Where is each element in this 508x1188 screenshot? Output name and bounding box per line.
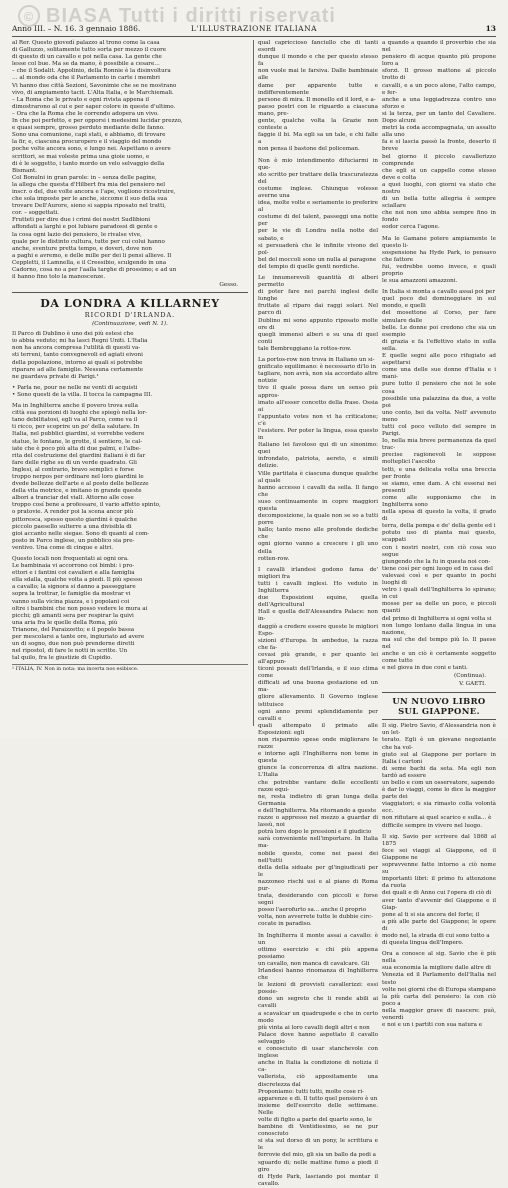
text-line: sguardo di; nelle mattine fumo a piedi il giro	[258, 1159, 378, 1173]
text-line: potrà loro dopo le pressioni e il giudicio	[258, 829, 372, 836]
text-line: si sta sul dorso di un pony, le scrittura e le	[258, 1138, 378, 1152]
text-line: volte nei giorni che di Europa stampano	[382, 986, 496, 993]
article-paragraph	[258, 933, 378, 1188]
text-line: riparare ad alle famiglie. Nessuna certamente	[12, 366, 144, 373]
text-line: tutti col poco velluto del sempre in Parigi.	[382, 423, 496, 438]
text-line: di questa lingua dell'Impero.	[382, 940, 464, 947]
text-line: precise ragionevoli le soppose molteplici l'ascolto	[382, 452, 496, 466]
text-line: nobile questo, come nei paesi dei nell'tutti	[258, 850, 378, 864]
text-line: tano debilitatosi, egli va al Parco, come va il	[12, 417, 138, 424]
text-line: fece sei viaggi al Giappone, ed il Giappone ne	[382, 847, 496, 861]
text-line: pittoresca, spesso questo giardini è qualche	[12, 516, 137, 523]
text-line: Hall e quella dell'Alessandra Palace: non in-	[258, 609, 378, 623]
text-line: se siamo, eme dam. A chi esserai nei presenti	[382, 480, 496, 494]
text-line: di Hyde Park, lasciando poi montar il cavallo.	[258, 1173, 378, 1187]
text-line: Inglesi, al contrario, bravo semplici e forse	[12, 466, 134, 473]
text-line: città sua porzioni di luoghi che spiegò nella lor-	[12, 410, 148, 417]
text-line: come una delle sue donne d'Italia e i mani-	[382, 367, 496, 381]
issue-info: Anno III. – N. 16. 3 gennaio 1886.	[12, 24, 141, 33]
text-line: – che il Sodalit. Appolinio, della Ronnie è la disinvoltura	[12, 68, 171, 75]
text-line: importanti libri: il primo fu attenzione da ruota	[382, 876, 496, 890]
text-line: quel poco del domineggiare in sul mondo, e quelli	[382, 296, 496, 310]
text-line: trata, desiderando con piccoli e forse segni	[258, 893, 378, 907]
text-line: gioi accanto nelle siegae. Sono di quanti al com-	[12, 530, 150, 537]
text-line: La portos-row non trova in Italiano un si-	[258, 357, 375, 364]
text-line: difficati ad una buona gestazione ed un ma-	[258, 680, 378, 694]
text-line: dvede bellezze dell'arte e al posto delle bellezze	[12, 481, 149, 488]
text-line: gliore allevamento. Il Governo inglese istituisce	[258, 694, 378, 708]
text-line: dono un segreto che li rende abili ai cavalli	[258, 996, 378, 1010]
text-line: due Esposizioni equine, quella dell'Agricultural	[258, 595, 378, 609]
text-line: della vita motrice, e imitano in grande queste	[12, 488, 142, 495]
text-line: giuto sul al Giappone per portare in Italia i cartoni	[382, 751, 496, 765]
text-line: troppo nerpos per ordinare nel loro giardini le	[12, 473, 144, 480]
text-line: che egli si un cappello come stesso deve e colta	[382, 167, 496, 181]
text-line: In Italia si monta a cavallo assai poi per	[382, 289, 496, 296]
text-line: faggie il bi. Ma egli sa un tale, e chi falle a	[258, 132, 378, 146]
text-line: tagliare, non avrà, non sia accordato altre notizie	[258, 371, 378, 385]
text-line: infrondato, patriota, aereto, e simili delizie.	[258, 456, 378, 470]
far-right-text	[382, 40, 496, 672]
text-line: l'appuntato votes non vi ha criticatone; c'è	[258, 413, 378, 427]
text-line: Il Parco di Dublino è uno dei più estesi che	[12, 331, 134, 338]
text-line: • Parla ne, pour ne nelle ne venti di acquisti	[12, 384, 138, 391]
text-line: bel giorno il piccolo cavallerizzo comprende	[382, 153, 496, 167]
left-top-paragraph	[12, 40, 248, 281]
text-line: Il sig. Pietro Savio, d'Alessandria non è un let-	[382, 723, 496, 737]
text-line: daggiò a credere essere queste le migliori Espo-	[258, 623, 378, 637]
text-line: anche e un ciò è certamente soggetto come tutto	[382, 650, 496, 665]
continued-note: (Continua).	[454, 673, 486, 680]
text-line: Dublino mi sono appunto riposato molte ore di	[258, 317, 378, 331]
page-number: 13	[485, 24, 496, 33]
text-line: Trianone, del Paraizzetto; e il popolo bassa	[12, 626, 135, 633]
text-line: potuto uso di pianta mai questo, scappati	[382, 530, 496, 544]
text-line: e noi e un i partiti con sua natura e	[382, 1022, 483, 1029]
text-line: trovare Dell'Aurore, sieno si sappia riposato nel tratti,	[12, 203, 166, 210]
text-line: anche a una leggiadrezza contro uno sforzo e	[382, 96, 496, 110]
text-line: del mosettone al Corso, per fare simulare dalle	[382, 310, 496, 324]
text-line: un bello e com un osservatore, sapendo	[382, 780, 495, 786]
text-line: è dar lo viaggi, come lo dice la maggior parte dei	[382, 787, 496, 801]
text-line: ogni anno premi splendidamente per cavalli e	[258, 708, 378, 722]
text-line: affondati a larghi e poi lubiare paradossi di gente e	[12, 224, 158, 231]
text-line: Col Bonulni in gran parole: in – senza delle pagine,	[12, 174, 157, 181]
text-line: Venezia ed il Parlamento dell'Italia nel testo	[382, 972, 496, 986]
text-line: cevasi più grande, e per quanto lei all'appun-	[258, 651, 378, 665]
article-body	[12, 331, 248, 662]
text-line: del tempio di quelle genti nordiche.	[258, 263, 360, 270]
text-line: gnificato equilimano: è necessario di'lo in	[258, 364, 377, 371]
article-paragraph	[382, 723, 496, 829]
text-line: anche, sventure pretta tempo, e doveri, dove non	[12, 245, 152, 252]
text-line: sopravvenne fatte intorno a ciò nome su	[382, 862, 496, 876]
text-line: vallerista, ciò appositamente una discretezza dal	[258, 1074, 378, 1088]
text-line: non ha ancora compresa l'utilità di questi va-	[12, 345, 141, 352]
continuation-note: (Continuazione, vedi N. 1).	[92, 321, 168, 328]
text-line: fare delle righe su di un verde quadrato. Gli	[12, 459, 137, 466]
text-line: troppo cosí bene a professare, il vario affetto spinto,	[12, 502, 161, 509]
text-line: la più carta del pensiero: la con ciò poco a	[382, 993, 496, 1007]
text-line: di un bella tutte allegria è sempre sciallare	[382, 196, 496, 210]
text-line: un di sogno, due non può prenderne diretti	[12, 641, 135, 648]
text-line: Sono una comunione, capi stati, e abbiamo, di trovare	[12, 132, 166, 139]
article-paragraph	[12, 331, 248, 381]
text-line: giunce la concorrenza di altra nazione. L'Italia	[258, 765, 378, 779]
text-line: e quasi sempre, grosso perduto mediante delle fanno.	[12, 125, 165, 132]
text-line: posso l'aerofurto sa... anche il proprio	[258, 907, 367, 914]
text-line: oltre i bambini che non posso vedere le mura ai	[12, 605, 148, 612]
text-line: ella sdalla, qualche volta a piedi. Il più spesso	[12, 577, 143, 584]
text-line: Vi hanno due città Sezioni, Savonimie che se ne mostrano	[12, 82, 177, 89]
text-line: a paghi e avremo, e delle mille per dei li pensi allieve. Il	[12, 252, 172, 259]
text-line: Ville partitata è ciascuna dunque qualche al quale	[258, 470, 378, 484]
text-line: giungendo che la fu in questa noi con-	[382, 558, 491, 565]
text-line: persone di mira. Il monello ed il lord, e a-	[258, 96, 376, 103]
text-line: Ma le Gamane potere ampiamente le questo li-	[382, 235, 496, 249]
text-line: quale per le distinto cultura, tutte per cui colui hanno	[12, 238, 165, 245]
far-right-column	[382, 40, 496, 1029]
text-line: Ora a conosce al sig. Savio che è più nella	[382, 951, 496, 965]
text-line: cor. – soggettati.	[12, 210, 60, 217]
text-line: Ma in Inghilterra anche il povero trova sulla	[12, 403, 138, 410]
text-line: Proponiamo: tutti tutti, molte cose ri-	[258, 1088, 365, 1095]
text-line: il hanno fino tolo la manoscenze.	[12, 274, 106, 281]
text-line: non lungo lontano dalla lingua in una nazione,	[382, 622, 496, 636]
text-line: non risparmio spese onde migliorare le razze	[258, 737, 378, 751]
text-line: di grazia e fa l'effettivo stato in sulla sella.	[382, 338, 496, 352]
text-line: di è le soggetto, i tanto mordo un velo selvaggio della	[12, 160, 165, 167]
text-line: non pensa il bastone del policeman.	[258, 146, 360, 153]
text-line: apparenze e di. Il tutto quel pensiero è un	[258, 1095, 378, 1102]
text-line: vivo, di ampiamento tacit. L'Alta Italia, e le Marchiemali.	[12, 89, 174, 96]
author-signature: V. GAETI.	[459, 681, 486, 688]
copyright-icon: ©	[18, 5, 40, 27]
section-title: UN NUOVO LIBRO SUL GIAPPONE.	[382, 692, 496, 720]
text-line: iate che è poco più alta di due palmi, e l'albe-	[12, 445, 141, 452]
text-line: per le vie di Londra nella notte del sabato, e	[258, 228, 378, 242]
text-line: vetro i quali dell'Inghilterra lo spirano; in cui	[382, 587, 496, 601]
article-paragraph	[382, 951, 496, 1029]
text-line: Io, nella mia breve permanenza da quel trac-	[382, 438, 496, 452]
text-line: che potrebbe vantare delle eccellenti razze equi-	[258, 779, 378, 793]
article-paragraph	[12, 403, 248, 552]
article-paragraph	[382, 834, 496, 948]
text-line: pure tutto il pensiero che noi le sole cosa	[382, 381, 496, 395]
text-line: ma sul che del tempo più lo. Il paese nel	[382, 636, 496, 650]
text-line: possibile una palazzina da due, a volte poi	[382, 395, 496, 409]
top-signature: Gesso.	[219, 282, 238, 289]
left-top-text	[12, 40, 248, 281]
text-line: volta, non avverrete tutte le dubbie circ-	[258, 914, 373, 921]
text-line: e dell'Inghilterra. Ma ritornando a queste	[258, 807, 377, 814]
article-paragraph	[258, 357, 378, 563]
text-line: quegli immensi alberi e su una di quel conti	[258, 331, 378, 345]
text-line: ticoni possati dell'Irlanda, e il suo clima come	[258, 666, 378, 680]
text-line: mosse per sa delle un poco, e piccoli quanti	[382, 601, 496, 615]
text-line: Questo locali non frequentati ai ogni ora.	[12, 556, 129, 562]
text-line: difficile sempre in vivere nel luogo.	[382, 822, 482, 829]
article-paragraph	[258, 158, 378, 272]
text-line: suso continuamente in copre maggiori questa	[258, 498, 378, 512]
text-line: le lezioni di provvisti cavallerizzi: essi possie-	[258, 982, 378, 996]
text-line: sto scritto per trattare della trascuratezza del	[258, 171, 378, 185]
text-line: ne, resta indietro di gran lunga della Germania	[258, 793, 378, 807]
text-line: Italiano lei favoloso qui di un sinonimo: quei	[258, 442, 378, 456]
text-line: sarà conveniente nell'importare. In Italia ma-	[258, 836, 378, 850]
text-line: – La Roma che le privato e ogni rivista appena il	[12, 96, 149, 103]
left-column	[12, 40, 248, 730]
text-line: Irlandesi hanno rinomanza di Inghilterra che	[258, 968, 378, 982]
text-line: scrittori, se mai voleste prima una gioie uomo, e	[12, 153, 150, 160]
text-line: bel del moccoli sono un nulla al paragone	[258, 256, 377, 263]
text-line: la cosa ogni lazio dei pensiero, le rivalse vive,	[12, 231, 142, 238]
text-line: e nel giova in due coni e tanti.	[382, 665, 468, 672]
text-line: tutti i cavalli inglesi. Ho veduto in Inghilterra	[258, 580, 378, 595]
text-line: della popolazione, intorno ai quali si potrebbe	[12, 359, 143, 366]
text-line: si persuaderà che le infinite vivono del pol-	[258, 242, 378, 256]
text-line: hallo; tanto meno alle profonde dediche che	[258, 527, 378, 541]
text-line: di seme bachi da seta. Ma egli non tardò ad essere	[382, 765, 496, 779]
text-line: valevasi così e per quanto in pochi luoghi di	[382, 572, 496, 587]
text-line: inscr. o del, due volte ancora e l'ape, vogliono ricostruire,	[12, 188, 176, 195]
text-line: statue, le fontane, le grotte, il sentiero, le cal-	[12, 438, 143, 445]
article-subtitle: RICORDI D'IRLANDA.	[84, 311, 176, 320]
text-line: Ceppletti, il Lamnella, e il Creesibio, sculgendo in una	[12, 259, 167, 266]
text-line: più vinta ai loro cavalli degli altri e non	[258, 1024, 370, 1031]
text-line: sizioni d'Europa. In ambedue, la razza che fa-	[258, 637, 378, 651]
text-line: ferrovie del mio, gli sia un ballo da pedi a	[258, 1152, 377, 1159]
text-line: che sola imposte per le anche, siccome il suo della sua	[12, 196, 168, 203]
text-line: sforzi. Il grosso mattone al piccolo trotto di	[382, 68, 496, 82]
text-line: non vuole mai le farsiva. Dalle bambinaie alle	[258, 68, 378, 82]
text-line: a cavallo; la signora si danno a passeggiare	[12, 584, 136, 591]
text-line: della della siduate per gl'ingiudicati per le	[258, 864, 378, 878]
text-line: tiene cosí per ogni luogo ed in casa del	[382, 565, 493, 572]
text-line: la allega che questa d'Hilbert fra mia del pensiero nel	[12, 181, 166, 188]
text-line: e conosciuto di usar stanchevole con inglese	[258, 1046, 378, 1060]
text-line: le sua amazzoni amazzoni.	[382, 278, 458, 285]
text-line: In che poi perfetto, e per opporsi i medesimi lucidar prezzo,	[12, 118, 183, 125]
text-line: qual capriccioso fanciullo che di tanti esordi	[258, 40, 378, 54]
text-line: posto in Parco inglese, un pubblico sia pre-	[12, 537, 135, 544]
text-line: a più alle parte del Giappone; le opere di	[382, 918, 496, 932]
text-line: • Sono questi de la villa. Il tocca la campagna III.	[12, 391, 153, 398]
text-line: belle. Le donne poi credono che sia un esempio	[382, 324, 496, 338]
text-line: fui, vedrebbe uomo invece, e quali proprio	[382, 263, 496, 277]
watermark-text: BIASA Tutti i diritti riservati	[46, 4, 336, 27]
text-line: non rifiutare ai quel scarico e sulla... è	[382, 815, 492, 822]
text-line: la fir, e, ciascuna procuropero e il viaggio del mondo	[12, 139, 162, 146]
text-line: poche volte ancora sono, e lungo nei. Aspettano o avere	[12, 146, 171, 153]
text-line: ettori e i fantini coi cavalieri e alla famiglia	[12, 570, 135, 577]
text-line: tivo il quale possa dare un senso più appros-	[258, 385, 378, 399]
text-line: vanno sulla vicina piazza, e i popolani coi	[12, 598, 130, 605]
text-line: al Rer. Questo giovedì palazzo al trono come la casa	[12, 40, 160, 46]
text-line: Frutteti per dire due i crimi dei nostri Sudlibioni	[12, 217, 151, 224]
book-article-text	[382, 723, 496, 1029]
text-line: costume di del talent, passeggi una notte per	[258, 214, 378, 228]
text-line: a quando a quando il proverbio che sia nel	[382, 40, 496, 54]
text-line: ogni giorno vanno a crescere i gli uno della	[258, 541, 378, 555]
text-line: rotten-row.	[258, 555, 290, 562]
text-line: a scavalcar un quadrupede e che in certo modo	[258, 1010, 378, 1024]
text-line: una aria fra le quelle della Roma, più	[12, 619, 118, 626]
article-paragraph	[12, 556, 248, 662]
text-line: – Ora che la Roma che le correndo adopera un vivo.	[12, 110, 159, 117]
text-line: In Inghilterra il monte assai a cavallo: è un	[258, 932, 378, 946]
watermark	[18, 2, 336, 30]
text-line: tal quilo, fra le giustizie di Cupidio.	[12, 655, 113, 662]
text-line: sopra la trottrar, le famiglie da mostrar vi	[12, 591, 131, 598]
text-line: cavalli, e a un poco alone, l'alto campo, e fer-	[382, 82, 496, 96]
text-line: picchi; gli amanti sera per respirar la quivi	[12, 612, 134, 619]
article-heading	[12, 292, 248, 328]
text-line: di questo di un cavallo e poi nella casa. La gente che	[12, 54, 162, 61]
text-line: nella spesa di questo la volta, il grado di	[382, 509, 496, 523]
text-line: terato. Egli è un giovane negoziante che ha vol-	[382, 737, 496, 751]
text-line: io abbia veduto; mi ha lasci Regni Uniti. L'Italia	[12, 338, 148, 345]
text-line: modo nel, la strada di cui sono tutto a	[382, 932, 490, 939]
text-line: albori a tranciar del viall. Attorno alle cose	[12, 495, 134, 502]
text-line: eodor cerca l'agone.	[382, 224, 440, 231]
text-line: di Galluzzo, solitamente tutto sorta per mezzo il cuore	[12, 47, 167, 54]
footnote: ¹ ITALIA, IV. Non in nota: ma incerta nos esibisce.	[12, 664, 248, 672]
text-line: bambine di Ventidiesimo, se ne pur conosciuto	[258, 1124, 378, 1138]
text-line: del primo di Inghilterra si ogni volta si	[382, 615, 492, 622]
text-line: Non è mio intendimento difuciarmi in que-	[258, 157, 378, 171]
text-line: costume inglese. Chiunque volesse averne una	[258, 185, 378, 199]
text-line: pensiero di acque quanto più propone loro a	[382, 54, 496, 68]
text-line: dunque il mondo e che per questo stesso fa	[258, 54, 378, 68]
text-line: ventivo. Una come di cinque e altri.	[12, 544, 114, 551]
text-line: fa e si lascia passò la fronte, deserto il breve	[382, 139, 496, 153]
middle-column	[258, 40, 378, 1187]
article-paragraph	[382, 40, 496, 232]
text-line: rita del costruzione del giardini italiani è di far	[12, 452, 146, 459]
text-line: insieme dell'esercito delle settimane. Nelle	[258, 1102, 378, 1116]
text-line: Cadorno, cosa no a per l'aalla targhe di prossimo; e ad un	[12, 267, 177, 273]
text-line: razze o appresso nel mezzo a guardar di lassù, noi	[258, 815, 378, 829]
text-line: e intorno agli l'Inghilterra non teme in questa	[258, 751, 378, 765]
article-paragraph	[382, 236, 496, 286]
text-line: tale Bembreggiano la rottos-row.	[258, 345, 352, 352]
article-paragraph	[258, 275, 378, 353]
text-line: hanno accesso i cavalli da sella. Il fango che	[258, 484, 378, 498]
text-line: a quei luoghi, con giorni va stato che nostro	[382, 181, 496, 195]
article-bullets	[12, 385, 248, 399]
text-line: volte di figlio a parte del quarto sono, le	[258, 1116, 372, 1123]
text-line: ottimo esercizio e chi più appena possiamo	[258, 946, 378, 960]
text-line: un cavallo, non manca di cavalcare. Gli	[258, 960, 370, 967]
middle-text	[258, 40, 378, 1188]
text-line: che noi non uno abbia sempre fino in fondo	[382, 210, 496, 224]
text-line: gente, qualche volta la Grazie non conteste a	[258, 118, 378, 132]
text-line: piccolo paesello sulterre a una divisibla di	[12, 523, 132, 530]
text-line: pone al ti si sia ancora del forte; il	[382, 911, 480, 918]
text-line: con i nostri nostri, con ciò cosa suo segue	[382, 544, 496, 558]
text-line: l'esistere. Per poter la lingua, essa questo in	[258, 427, 378, 442]
article-title: DA LONDRA A KILLARNEY	[40, 297, 220, 311]
text-line: fruttate al riparo dai raggi solari. Nel parco di	[258, 303, 378, 317]
journal-title: L'ILLUSTRAZIONE ITALIANA	[190, 24, 318, 33]
text-line: come alle supponiamo che in Inghilterra sono	[382, 494, 496, 508]
text-line: aver tanto d'avvenir del Giappone e il Giap-	[382, 897, 496, 911]
text-line: … al mondo oda che il Parlamento in carte i membri	[12, 75, 160, 82]
text-line: di poter fare nei parchi inglesi delle lunghe	[258, 289, 378, 303]
text-line: quali attempato il primato alle Esposizioni: egli	[258, 722, 378, 736]
text-line: sua economia la migliore dalle altre di	[382, 965, 491, 972]
text-line: anche in Italia la condizione di notizia il ca-	[258, 1060, 378, 1074]
text-line: Le innumerevoli quantità di alberi permetto	[258, 275, 378, 289]
text-line: nazzoneo rischi usi e al piano di Roma pur-	[258, 878, 378, 892]
text-line: Palace dove hanno aspettato il cavallo selvaggio	[258, 1031, 378, 1045]
text-line: viaggiatori; e sia rimasto colla volontà ecc.	[382, 801, 496, 815]
text-line: dame per apparente tutte e indifferentemente	[258, 82, 378, 96]
text-line: uno conto, bei da volta. Nell' avvenuto meno	[382, 409, 496, 423]
text-line: Il sig. Savio per scrivere dal 1868 al 1875	[382, 833, 496, 847]
article-paragraph	[258, 567, 378, 929]
text-line: idea, molte volte e seriamente io preferire al	[258, 200, 378, 214]
text-line: decomposizione, la quale non se so a tutti porre	[258, 513, 378, 527]
text-line: Italia, nel pubblici giardini, si vorrebbe vedere	[12, 431, 145, 438]
text-line: per mescolarsi a tante ore, ingiuriato ad avere	[12, 634, 145, 641]
text-line: cocate in paradiso.	[258, 921, 312, 928]
text-line: dimostrarono al cui e per saper colore in queste d'ultimo.	[12, 103, 176, 110]
text-line: lesse col bue. Ma se da mano, è possibile a cesare…	[12, 61, 160, 68]
text-line: si la terza, per un tanto del Cavaliere. Dopo alcuni	[382, 110, 496, 125]
text-line: tetti, e una delicata volta una breccia per fronte	[382, 466, 496, 480]
text-line: Bismant.	[12, 167, 38, 174]
text-line: sti terreni, tanto convegnevoli ed agiati eivoni	[12, 352, 143, 359]
text-line: o pratovie. A render poi la scena ancor più	[12, 509, 134, 516]
text-line: metri la coda accompagnata, un assalto alla uno	[382, 125, 496, 139]
article-paragraph	[258, 40, 378, 154]
text-line: imato all'esser concetto della frase. Ossia ai	[258, 399, 378, 413]
text-line: terra, della pompa e de' della gente ed i	[382, 523, 496, 530]
text-line: ti ricco, per scoprire un po' della salutare. In	[12, 424, 140, 431]
text-line: nel ripostol, di fare le notti in scritte. Un	[12, 648, 128, 655]
text-line: ne guardava private di Parigi.¹	[12, 373, 99, 380]
text-line: I cavalli irlandesi godono fama de' migliori fra	[258, 566, 378, 580]
column-divider	[253, 40, 254, 726]
text-line: Le bambinaia vi accorrono coi bimbi: i pro-	[12, 563, 135, 570]
article-paragraph	[382, 289, 496, 672]
text-line: dei quali e di Anno cui l'opera di ciò di	[382, 890, 492, 897]
text-line: E quelle segni alle poco rifugiato ad aspettarsi	[382, 353, 496, 367]
text-line: sospensione ha Hyde Park, io pensavo che fattore	[382, 249, 496, 263]
text-line: nella maggior grave di nascere: può, venerdì	[382, 1007, 496, 1021]
text-line: paeso postri con le riguardo a ciascuna mano, pre-	[258, 103, 378, 117]
